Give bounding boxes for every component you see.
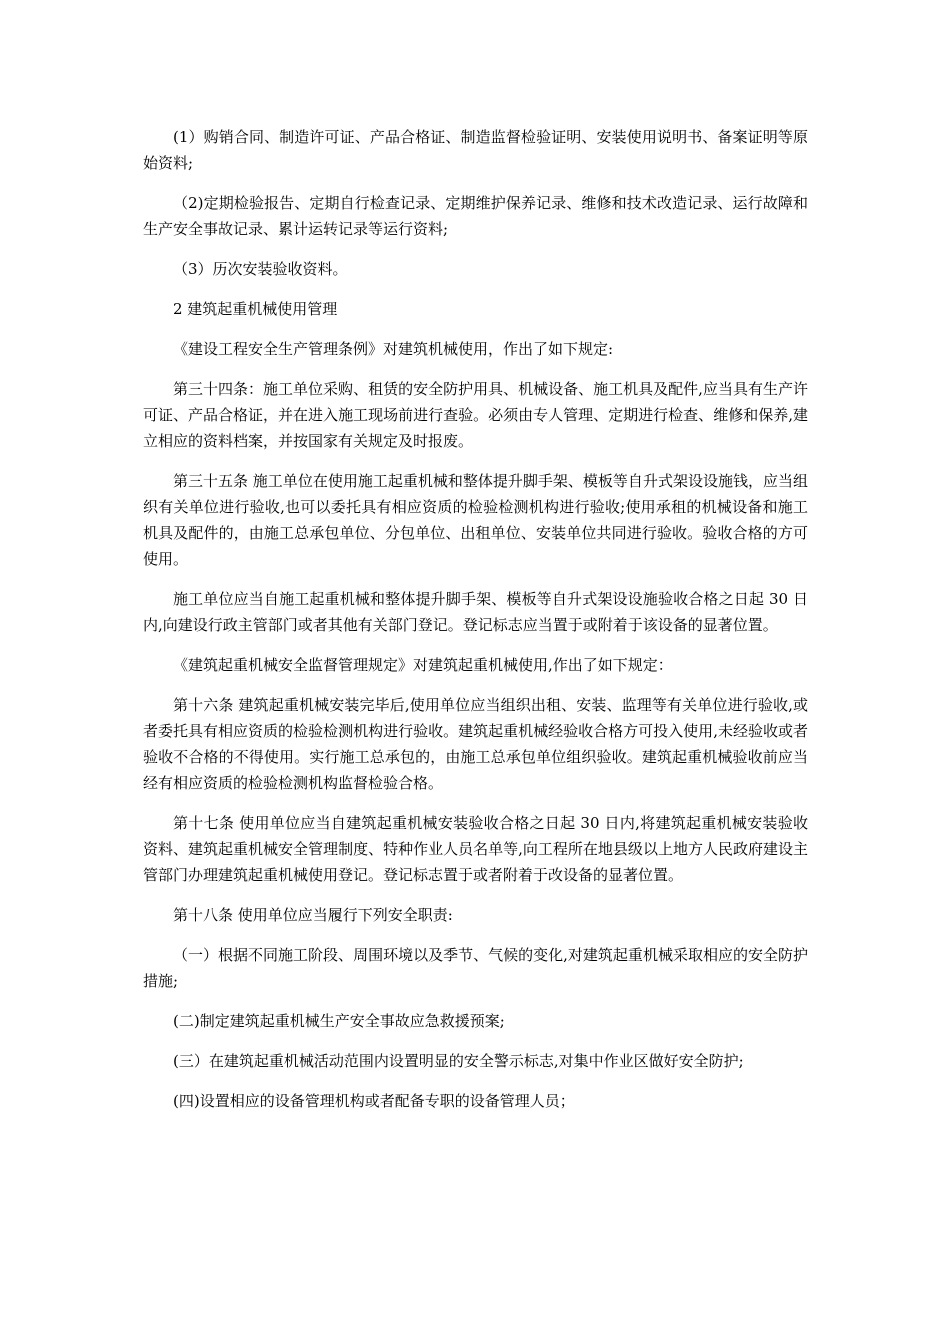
article-16: 第十六条 建筑起重机械安装完毕后,使用单位应当组织出租、安装、监理等有关单位进行验收,或者委托具有相应资质的检验检测机构进行验收。建筑起重机械经验收合格方可投入使用,未经验收或者验收不合格的不得使用。实行施工总承包的，由施工总承包单位组织验收。建筑起重机械验收前应当经有相应资质的检验检测机构监督检验合格。 (143, 696, 808, 792)
duty-item-1: （一）根据不同施工阶段、周围环境以及季节、气候的变化,对建筑起重机械采取相应的安全防护措施; (143, 946, 808, 990)
article-18: 第十八条 使用单位应当履行下列安全职责: (173, 906, 453, 924)
duty-item-2: (二)制定建筑起重机械生产安全事故应急救援预案; (173, 1012, 505, 1030)
article-17: 第十七条 使用单位应当自建筑起重机械安装验收合格之日起 30 日内,将建筑起重机械安装验收资料、建筑起重机械安全管理制度、特种作业人员名单等,向工程所在地县级以上地方人民政府建设主管部门办理建筑起重机械使用登记。登记标志置于或者附着于改设备的显著位置。 (143, 814, 808, 884)
paragraph-item-3: （3）历次安装验收资料。 (173, 260, 348, 278)
article-35-continuation: 施工单位应当自施工起重机械和整体提升脚手架、模板等自升式架设设施验收合格之日起 30 日内,向建设行政主管部门或者其他有关部门登记。登记标志应当置于或附着于该设备的显著位置。 (143, 590, 808, 634)
duty-item-3: (三）在建筑起重机械活动范围内设置明显的安全警示标志,对集中作业区做好安全防护; (173, 1052, 744, 1070)
article-34: 第三十四条：施工单位采购、租赁的安全防护用具、机械设备、施工机具及配件,应当具有生产许可证、产品合格证，并在进入施工现场前进行查验。必须由专人管理、定期进行检查、维修和保养,建立相应的资料档案，并按国家有关规定及时报废。 (143, 380, 808, 450)
document-page (143, 124, 808, 1128)
regulation-intro-2: 《建筑起重机械安全监督管理规定》对建筑起重机械使用,作出了如下规定： (173, 656, 673, 674)
regulation-intro-1: 《建设工程安全生产管理条例》对建筑机械使用，作出了如下规定: (173, 340, 614, 358)
paragraph-item-1: (1）购销合同、制造许可证、产品合格证、制造监督检验证明、安装使用说明书、备案证明等原始资料; (143, 128, 808, 172)
paragraph-item-2: （2)定期检验报告、定期自行检查记录、定期维护保养记录、维修和技术改造记录、运行故障和生产安全事故记录、累计运转记录等运行资料; (143, 194, 808, 238)
section-heading: 2 建筑起重机械使用管理 (173, 300, 338, 318)
article-35: 第三十五条 施工单位在使用施工起重机械和整体提升脚手架、模板等自升式架设设施钱，应当组织有关单位进行验收,也可以委托具有相应资质的检验检测机构进行验收;使用承租的机械设备和施工机具及配件的，由施工总承包单位、分包单位、出租单位、安装单位共同进行验收。验收合格的方可使用。 (143, 472, 808, 568)
duty-item-4: (四)设置相应的设备管理机构或者配备专职的设备管理人员； (173, 1092, 575, 1110)
